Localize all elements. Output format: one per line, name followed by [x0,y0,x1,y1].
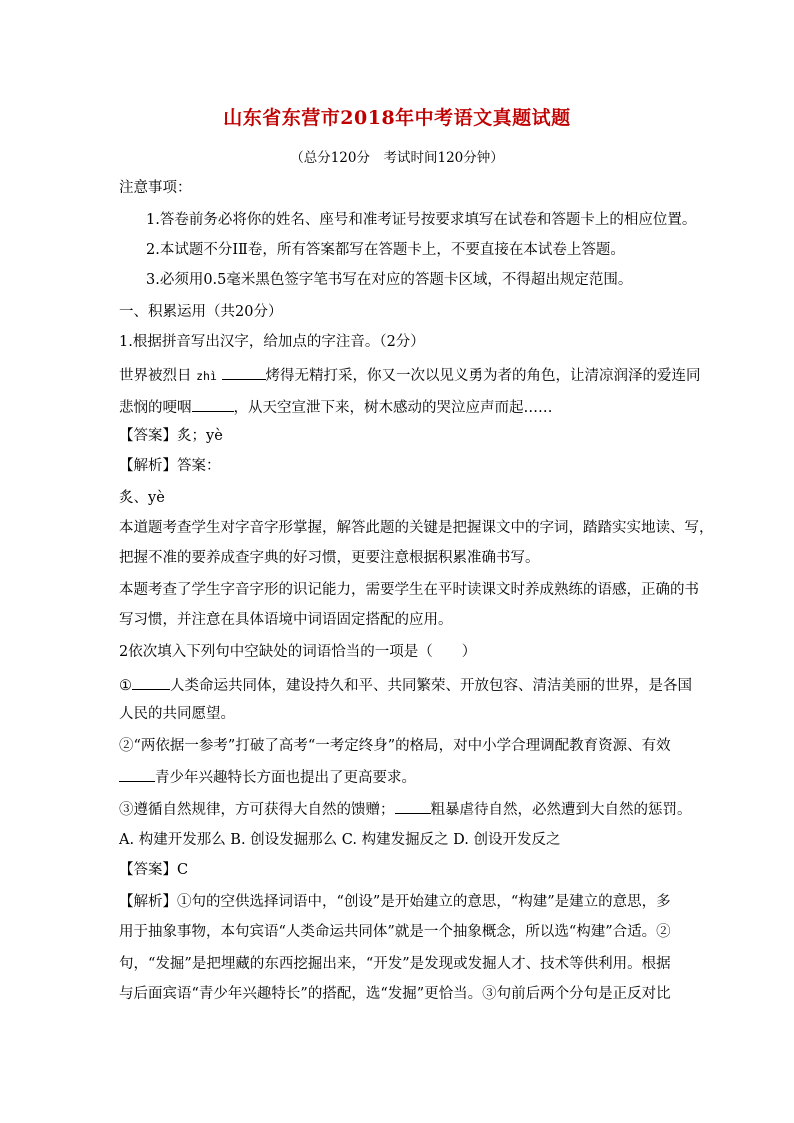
question-2-sentence: 人民的共同愿望。 [119,706,235,722]
page-title: 山东省东营市2018年中考语文真题试题 [223,107,571,129]
answer-blank [395,798,431,814]
analysis-text: 句，“发掘”是把埋藏的东西挖掘出来，“开发”是发现或发掘人才、技术等供利用。根据 [119,956,671,972]
text-fragment: 青少年兴趣特长方面也提出了更高要求。 [155,770,416,786]
answer-blank [119,766,155,782]
analysis-text: 【解析】①句的空供选择词语中，“创设”是开始建立的意思，“构建”是建立的意思，多 [119,894,671,910]
analysis-text: 炙、yè [119,490,165,506]
text-fragment: ，从天空宣泄下来，树木感动的哭泣应声而起…… [233,400,553,416]
answer-blank [132,674,170,690]
text-fragment: 悲悯的哽咽 [119,400,192,416]
analysis-text: 本题考查了学生字音字形的识记能力，需要学生在平时读课文时养成熟练的语感，正确的书 [119,582,699,598]
question-1-text-line [119,396,553,418]
answer-blank [192,396,234,412]
exam-subtitle: （总分120分 考试时间120分钟） [290,150,504,166]
text-fragment: ③遵循自然规律，方可获得大自然的馈赠； [119,802,395,818]
text-fragment: 世界被烈日 [119,368,192,384]
notice-item: 2.本试题不分ⅠⅡ卷，所有答案都写在答题卡上，不要直接在本试卷上答题。 [146,242,625,258]
notice-item: 1.答卷前务必将你的姓名、座号和准考证号按要求填写在试卷和答题卡上的相应位置。 [146,212,697,228]
question-2-sentence [119,766,416,788]
question-2-sentence [119,798,692,820]
notice-item: 3.必须用0.5毫米黑色签字笔书写在对应的答题卡区域，不得超出规定范围。 [146,272,633,288]
notice-heading: 注意事项： [119,180,192,196]
question-1-stem: 1.根据拼音写出汉字，给加点的字注音。（2分） [119,334,425,350]
question-2-sentence [119,674,692,696]
analysis-text: 与后面宾语“青少年兴趣特长”的搭配，选“发掘”更恰当。③句前后两个分句是正反对比 [119,986,671,1002]
answer-label: 【答案】C [119,862,189,878]
text-fragment: 烤得无精打采，你又一次以见义勇为者的角色，让清凉润泽的爱连同 [265,368,701,384]
answer-label: 【答案】炙；yè [119,428,223,444]
analysis-text: 本道题考查学生对字音字形掌握，解答此题的关键是把握课文中的字词，踏踏实实地读、写， [119,520,714,536]
question-2-options: A. 构建开发那么 B. 创设发掘那么 C. 构建发掘反之 D. 创设开发反之 [119,832,561,848]
analysis-text: 写习惯，并注意在具体语境中词语固定搭配的应用。 [119,612,453,628]
answer-blank [222,364,266,380]
analysis-label: 【解析】答案： [119,458,221,474]
question-2-sentence: ②“两依据一参考”打破了高考“一考定终身”的格局，对中小学合理调配教育资源、有效 [119,738,671,754]
question-2-stem: 2依次填入下列句中空缺处的词语恰当的一项是（ ） [119,644,477,660]
question-1-text-line [119,364,701,386]
analysis-text: 用于抽象事物，本句宾语“人类命运共同体”就是一个抽象概念，所以选“构建”合适。② [119,924,671,940]
text-fragment: ① [119,678,132,694]
text-fragment: 粗暴虐待自然，必然遭到大自然的惩罚。 [430,802,692,818]
pinyin-hint: zhì [196,369,217,383]
text-fragment: 人类命运共同体，建设持久和平、共同繁荣、开放包容、清洁美丽的世界，是各国 [170,678,692,694]
analysis-text: 把握不准的要养成查字典的好习惯，更要注意根据积累准确书写。 [119,550,540,566]
section-heading: 一、积累运用（共20分） [119,304,283,320]
